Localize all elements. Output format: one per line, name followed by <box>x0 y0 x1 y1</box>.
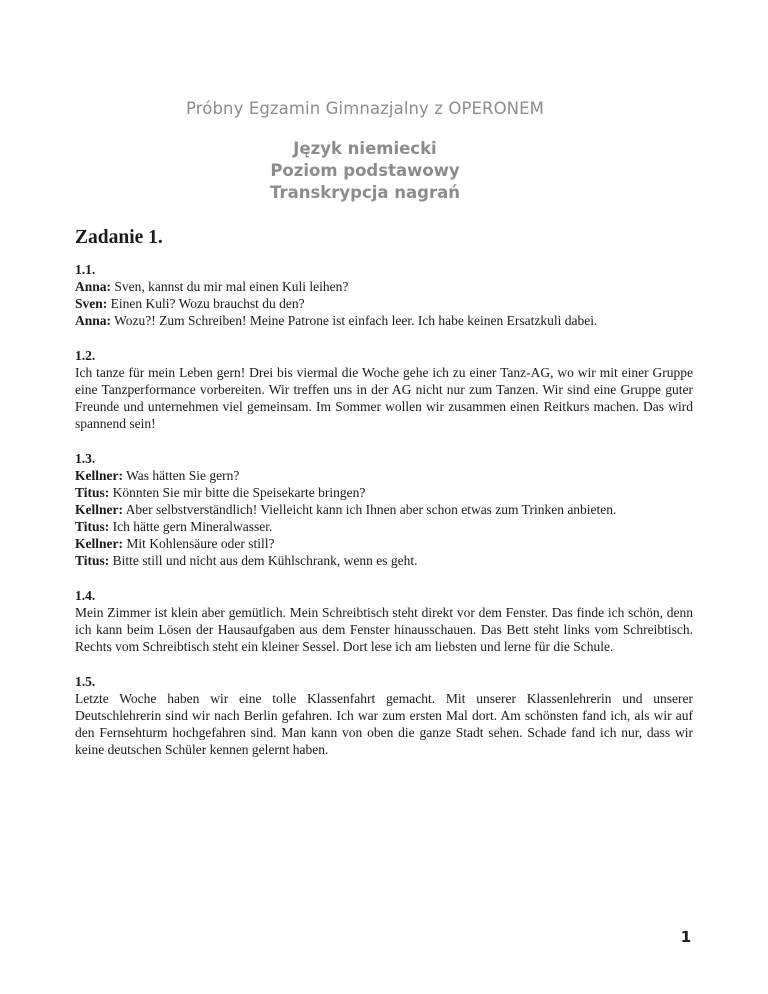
section-1-5 <box>75 673 693 758</box>
dialogue-text: Bitte still und nicht aus dem Kühlschrank, wenn es geht. <box>109 553 418 568</box>
dialogue-text: Einen Kuli? Wozu brauchst du den? <box>107 296 305 311</box>
document-body <box>75 225 693 776</box>
section-paragraph: Mein Zimmer ist klein aber gemütlich. Mein Schreibtisch steht direkt vor dem Fenster. Das finde ich schön, denn ich kann beim Lösen der Hausaufgaben aus dem Fenster hinausschauen. Das Bett steht links vom Schreibtisch. Rechts vom Schreibtisch steht ein kleiner Sessel. Dort lese ich am liebsten und lerne für die Schule. <box>75 605 693 654</box>
dialogue-line <box>75 535 693 552</box>
document-subtitle <box>0 138 730 204</box>
speaker-name: Anna: <box>75 279 112 294</box>
task-title: Zadanie 1. <box>75 227 163 248</box>
section-number: 1.4. <box>75 588 96 603</box>
section-number: 1.3. <box>75 451 96 466</box>
speaker-name: Kellner: <box>75 502 123 517</box>
dialogue-line <box>75 484 693 501</box>
dialogue-text: Was hätten Sie gern? <box>122 468 240 483</box>
dialogue-text: Wozu?! Zum Schreiben! Meine Patrone ist einfach leer. Ich habe keinen Ersatzkuli dabei. <box>111 313 598 328</box>
dialogue-line <box>75 278 693 295</box>
speaker-name: Sven: <box>75 296 108 311</box>
section-number: 1.1. <box>75 262 96 277</box>
dialogue-line <box>75 467 693 484</box>
speaker-name: Kellner: <box>75 468 123 483</box>
dialogue-text: Mit Kohlensäure oder still? <box>122 536 275 551</box>
section-paragraph: Ich tanze für mein Leben gern! Drei bis viermal die Woche gehe ich zu einer Tanz-AG, wo wir mit einer Gruppe eine Tanzperformance vorbereiten. Wir treffen uns in der AG nicht nur zum Tanzen. Wir sind eine Gruppe guter Freunde und unternehmen viel gemeinsam. Im Sommer wollen wir zusammen einen Reitkurs machen. Das wird spannend sein! <box>75 365 693 431</box>
subject-line: Język niemiecki <box>293 139 437 158</box>
section-1-4 <box>75 587 693 655</box>
page-number: 1 <box>680 928 692 946</box>
dialogue-line <box>75 312 693 329</box>
section-number: 1.5. <box>75 674 96 689</box>
section-number: 1.2. <box>75 348 96 363</box>
section-1-3 <box>75 450 693 569</box>
transcript-line: Transkrypcja nagrań <box>270 183 460 202</box>
dialogue-line <box>75 518 693 535</box>
speaker-name: Kellner: <box>75 536 123 551</box>
speaker-name: Titus: <box>75 519 110 534</box>
exam-brand-line: Próbny Egzamin Gimnazjalny z OPERONEM <box>186 99 544 118</box>
dialogue-line <box>75 552 693 569</box>
dialogue-text: Sven, kannst du mir mal einen Kuli leihen? <box>111 279 349 294</box>
dialogue-text: Könnten Sie mir bitte die Speisekarte bringen? <box>109 485 366 500</box>
dialogue-text: Aber selbstverständlich! Vielleicht kann ich Ihnen aber schon etwas zum Trinken anbieten. <box>122 502 617 517</box>
level-line: Poziom podstawowy <box>270 161 460 180</box>
speaker-name: Titus: <box>75 553 110 568</box>
speaker-name: Anna: <box>75 313 112 328</box>
speaker-name: Titus: <box>75 485 110 500</box>
dialogue-line <box>75 295 693 312</box>
dialogue-line <box>75 501 693 518</box>
dialogue-text: Ich hätte gern Mineralwasser. <box>109 519 273 534</box>
section-1-2 <box>75 347 693 432</box>
section-1-1 <box>75 261 693 329</box>
section-paragraph: Letzte Woche haben wir eine tolle Klassenfahrt gemacht. Mit unserer Klassenlehrerin und unserer Deutschlehrerin sind wir nach Berlin gefahren. Ich war zum ersten Mal dort. Am schönsten fand ich, als wir auf den Fernsehturm hochgefahren sind. Man kann von oben die ganze Stadt sehen. Schade fand ich nur, dass wir keine deutschen Schüler kennen gelernt haben. <box>75 691 693 757</box>
